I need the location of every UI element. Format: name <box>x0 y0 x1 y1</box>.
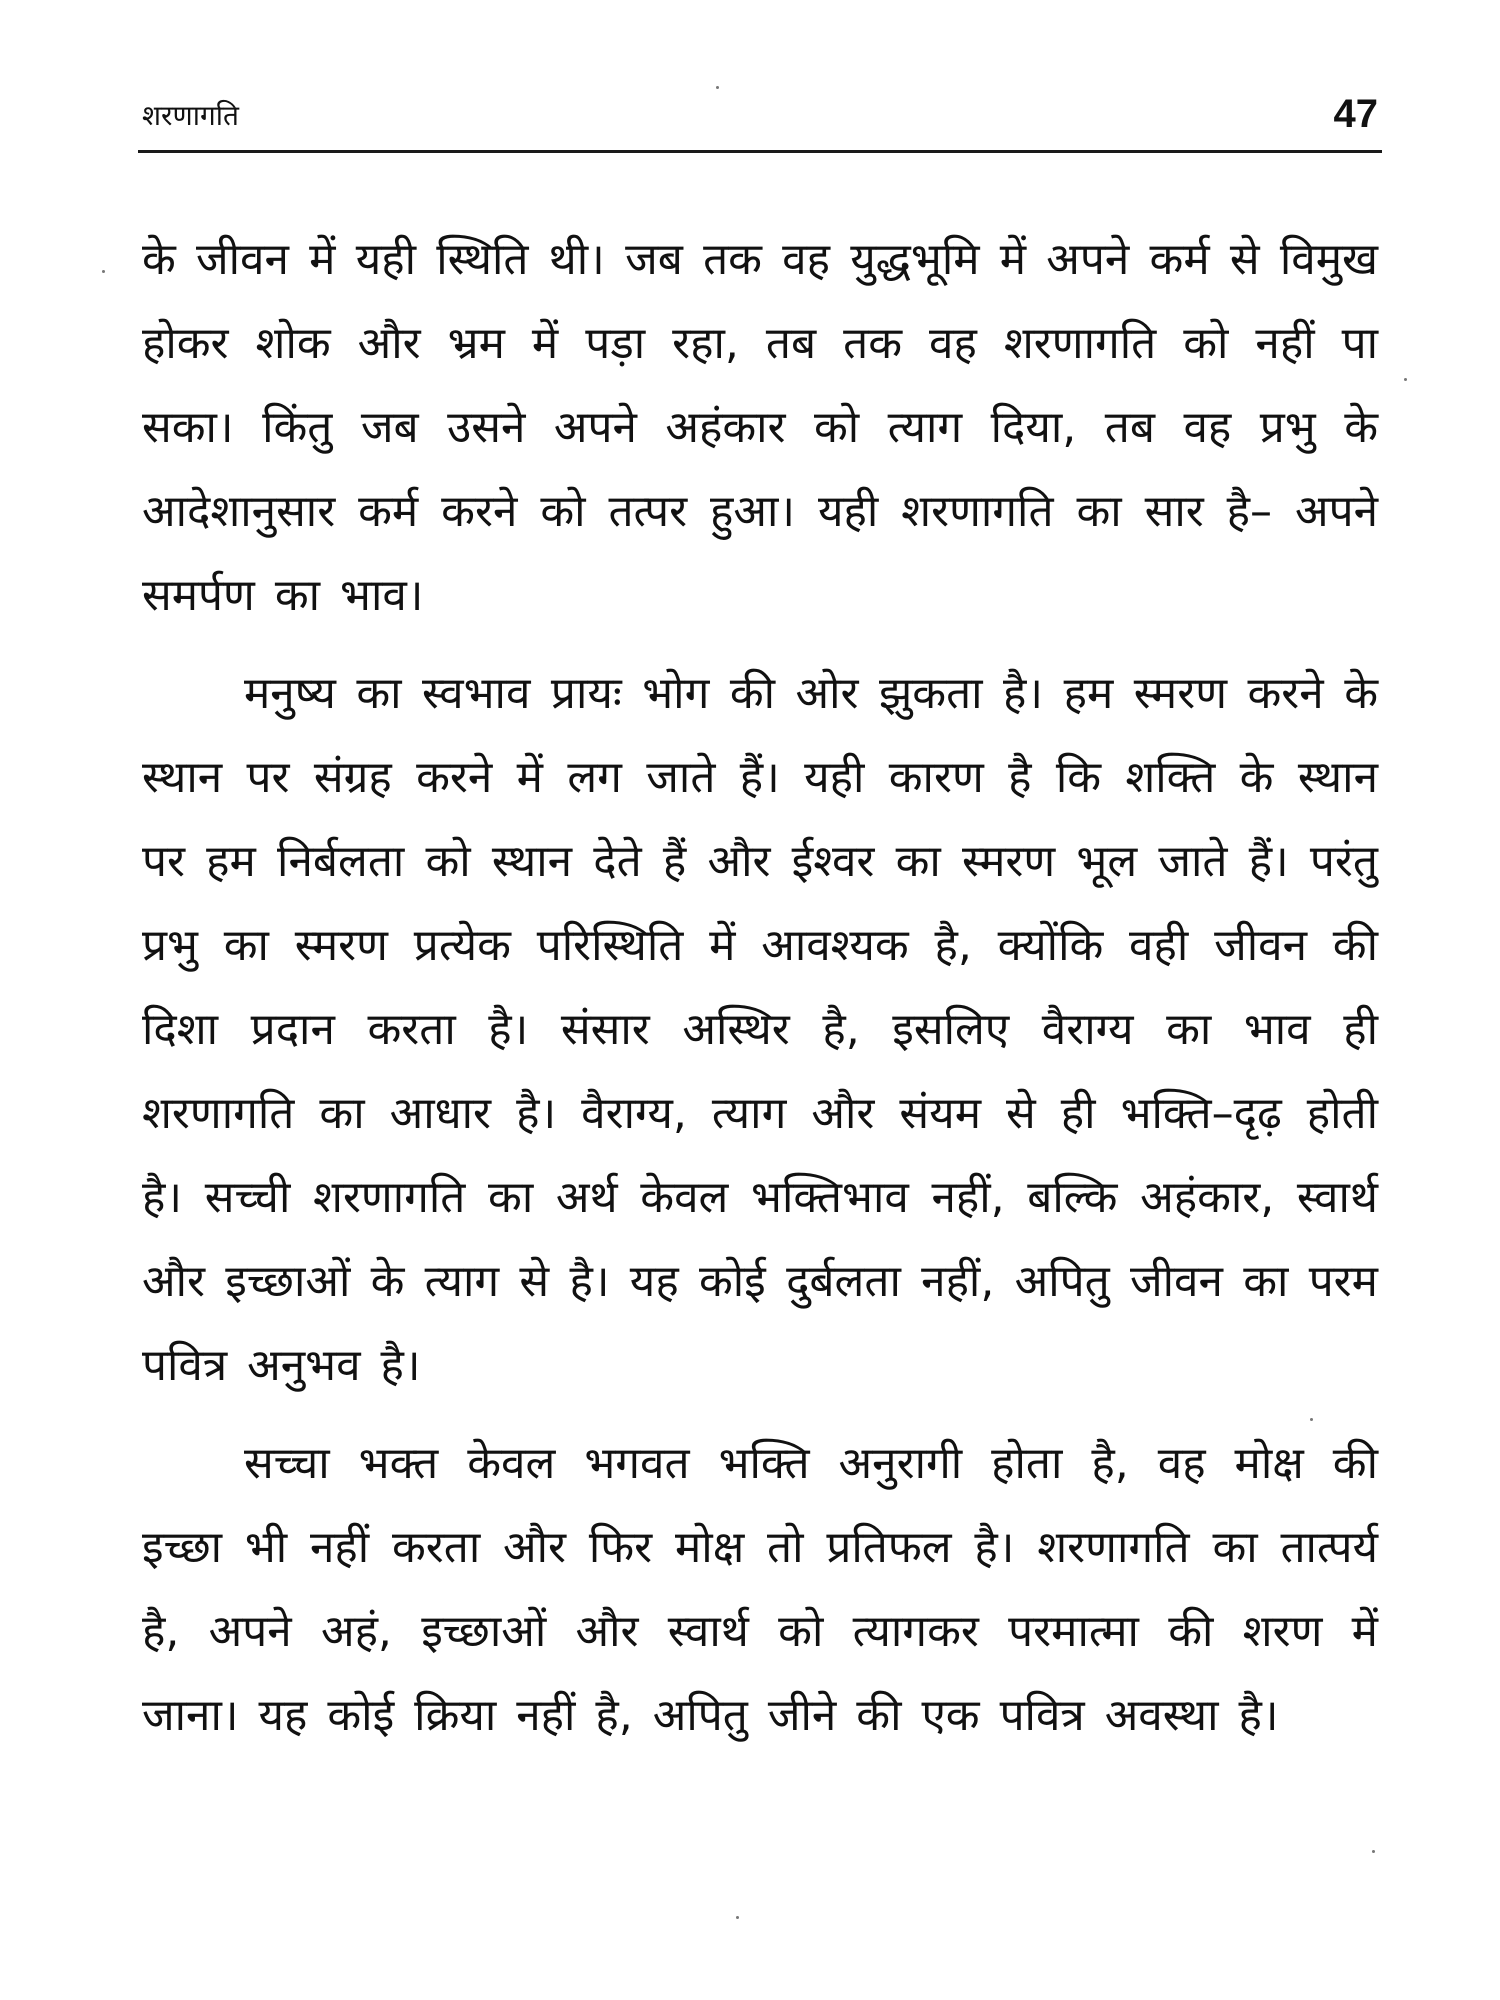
page-body <box>142 218 1378 1758</box>
scan-speck <box>102 270 105 273</box>
header-divider <box>138 150 1382 153</box>
page-number: 47 <box>1333 92 1378 136</box>
paragraph-1: के जीवन में यही स्थिति थी। जब तक वह युद्धभूमि में अपने कर्म से विमुख होकर शोक और भ्रम में पड़ा रहा, तब तक वह शरणागति को नहीं पा सका। किंतु जब उसने अपने अहंकार को त्याग दिया, तब वह प्रभु के आदेशानुसार कर्म करने को तत्पर हुआ। यही शरणागति का सार है– अपने समर्पण का भाव। <box>142 234 1378 621</box>
scan-speck <box>1372 1850 1375 1853</box>
running-header-title: शरणागति <box>142 99 239 132</box>
scan-speck <box>1310 1418 1313 1421</box>
scan-speck <box>736 1916 739 1919</box>
paragraph-2: मनुष्य का स्वभाव प्रायः भोग की ओर झुकता है। हम स्मरण करने के स्थान पर संग्रह करने में लग जाते हैं। यही कारण है कि शक्ति के स्थान पर हम निर्बलता को स्थान देते हैं और ईश्वर का स्मरण भूल जाते हैं। परंतु प्रभु का स्मरण प्रत्येक परिस्थिति में आवश्यक है, क्योंकि वही जीवन की दिशा प्रदान करता है। संसार अस्थिर है, इसलिए वैराग्य का भाव ही शरणागति का आधार है। वैराग्य, त्याग और संयम से ही भक्ति–दृढ़ होती है। सच्ची शरणागति का अर्थ केवल भक्तिभाव नहीं, बल्कि अहंकार, स्वार्थ और इच्छाओं के त्याग से है। यह कोई दुर्बलता नहीं, अपितु जीवन का परम पवित्र अनुभव है। <box>142 668 1378 1391</box>
scan-speck <box>1404 378 1407 381</box>
scan-speck <box>716 86 719 89</box>
running-header <box>142 92 1378 140</box>
paragraph-3: सच्चा भक्त केवल भगवत भक्ति अनुरागी होता है, वह मोक्ष की इच्छा भी नहीं करता और फिर मोक्ष तो प्रतिफल है। शरणागति का तात्पर्य है, अपने अहं, इच्छाओं और स्वार्थ को त्यागकर परमात्मा की शरण में जाना। यह कोई क्रिया नहीं है, अपितु जीने की एक पवित्र अवस्था है। <box>142 1438 1378 1741</box>
